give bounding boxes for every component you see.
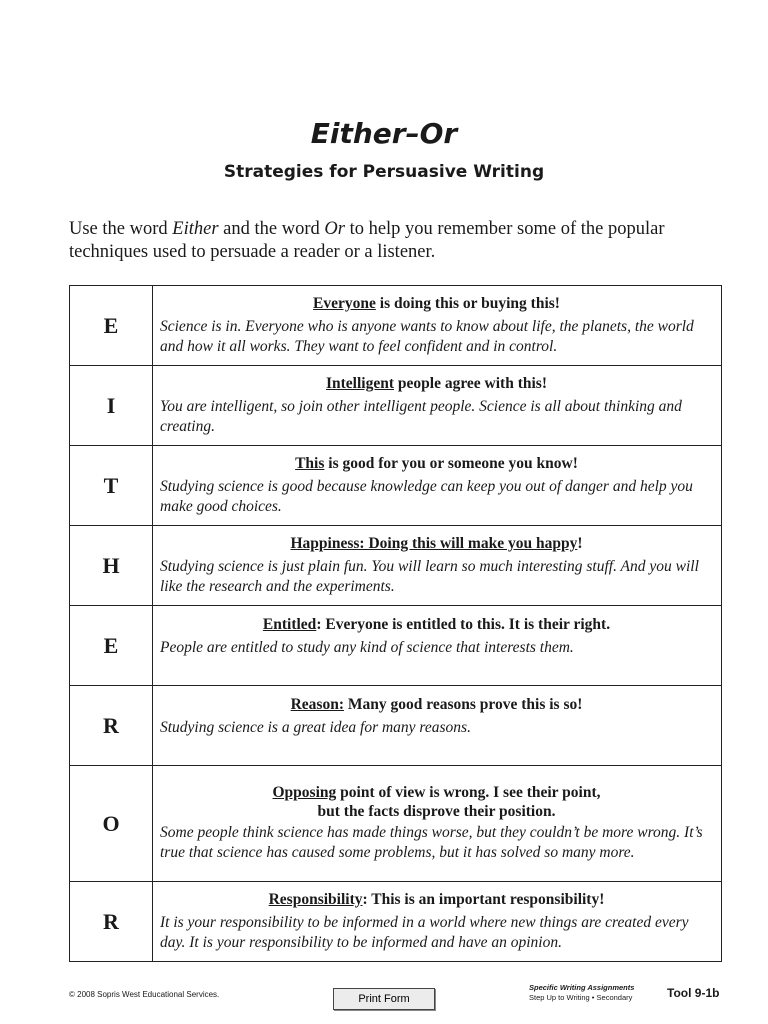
row-letter: I bbox=[70, 366, 153, 446]
heading-rest: is good for you or someone you know! bbox=[324, 454, 578, 472]
row-heading bbox=[160, 695, 713, 714]
heading-key: Everyone bbox=[313, 294, 376, 312]
table-row bbox=[70, 286, 722, 366]
row-letter: O bbox=[70, 766, 153, 882]
row-body bbox=[153, 446, 722, 526]
heading-key: Responsibility bbox=[268, 890, 363, 908]
row-heading bbox=[160, 783, 713, 821]
row-letter: R bbox=[70, 882, 153, 962]
row-body bbox=[153, 526, 722, 606]
row-body bbox=[153, 766, 722, 882]
table-row bbox=[70, 606, 722, 686]
table-row bbox=[70, 446, 722, 526]
row-letter: H bbox=[70, 526, 153, 606]
row-letter: R bbox=[70, 686, 153, 766]
row-heading bbox=[160, 890, 713, 909]
heading-key: Reason: bbox=[290, 695, 344, 713]
row-body bbox=[153, 606, 722, 686]
heading-key: Entitled bbox=[262, 615, 317, 633]
page-title: Either–Or bbox=[310, 117, 458, 150]
row-letter: T bbox=[70, 446, 153, 526]
heading-rest: is doing this or buying this! bbox=[375, 294, 560, 312]
row-body bbox=[153, 366, 722, 446]
row-example: Studying science is a great idea for many reasons. bbox=[160, 718, 471, 736]
row-heading bbox=[160, 534, 713, 553]
row-example: Science is in. Everyone who is anyone wants to know about life, the planets, the world and how it all works. They want to feel confident and in control. bbox=[160, 317, 694, 355]
row-example: Studying science is just plain fun. You will learn so much interesting stuff. And you will like the research and the experiments. bbox=[160, 557, 699, 595]
heading-rest: : Everyone is entitled to this. It is their right. bbox=[316, 615, 611, 633]
heading-key: Opposing bbox=[272, 784, 337, 801]
heading-line2: but the facts disprove their position. bbox=[317, 803, 556, 820]
page-subtitle: Strategies for Persuasive Writing bbox=[223, 162, 545, 182]
heading-rest: Many good reasons prove this is so! bbox=[343, 695, 583, 713]
row-letter: E bbox=[70, 286, 153, 366]
series-info bbox=[529, 983, 659, 1003]
row-letter: E bbox=[70, 606, 153, 686]
row-example: Some people think science has made things worse, but they couldn’t be more wrong. It’s true that science has caused some problems, but it has solved so many more. bbox=[160, 824, 703, 861]
copyright-text: © 2008 Sopris West Educational Services. bbox=[69, 990, 220, 999]
row-example: Studying science is good because knowledge can keep you out of danger and help you make good choices. bbox=[160, 477, 693, 515]
series-title: Specific Writing Assignments bbox=[529, 983, 635, 992]
row-example: It is your responsibility to be informed in a world where new things are created every day. It is your responsibility to be informed and have an opinion. bbox=[160, 913, 689, 951]
row-body bbox=[153, 882, 722, 962]
series-subtitle: Step Up to Writing • Secondary bbox=[529, 993, 633, 1002]
intro-either: Either bbox=[172, 219, 219, 239]
heading-key: Happiness: Doing this will make you happy bbox=[290, 534, 578, 552]
heading-rest: point of view is wrong. I see their point, bbox=[336, 784, 601, 801]
row-heading bbox=[160, 374, 713, 393]
row-example: People are entitled to study any kind of science that interests them. bbox=[160, 638, 574, 656]
heading-rest: ! bbox=[577, 534, 583, 552]
row-heading bbox=[160, 294, 713, 313]
intro-text: Use the word bbox=[69, 219, 173, 239]
row-body bbox=[153, 286, 722, 366]
table-row bbox=[70, 766, 722, 882]
row-example: You are intelligent, so join other intelligent people. Science is all about thinking and creating. bbox=[160, 397, 682, 435]
row-body bbox=[153, 686, 722, 766]
intro-text: and the word bbox=[218, 219, 325, 239]
row-heading bbox=[160, 615, 713, 634]
heading-key: Intelligent bbox=[325, 374, 395, 392]
print-form-button[interactable]: Print Form bbox=[333, 988, 435, 1010]
table-row bbox=[70, 686, 722, 766]
table-row bbox=[70, 526, 722, 606]
row-heading bbox=[160, 454, 713, 473]
either-or-table bbox=[69, 285, 722, 962]
heading-key: This bbox=[295, 454, 325, 472]
table-row bbox=[70, 366, 722, 446]
intro-text: to help you remember some of the popular techniques used to persuade a reader or a listener. bbox=[69, 219, 665, 262]
intro-or: Or bbox=[324, 219, 345, 239]
heading-rest: : This is an important responsibility! bbox=[362, 890, 605, 908]
heading-rest: people agree with this! bbox=[394, 374, 547, 392]
table-row bbox=[70, 882, 722, 962]
tool-number: Tool 9-1b bbox=[667, 986, 720, 1000]
intro-paragraph bbox=[69, 218, 709, 264]
